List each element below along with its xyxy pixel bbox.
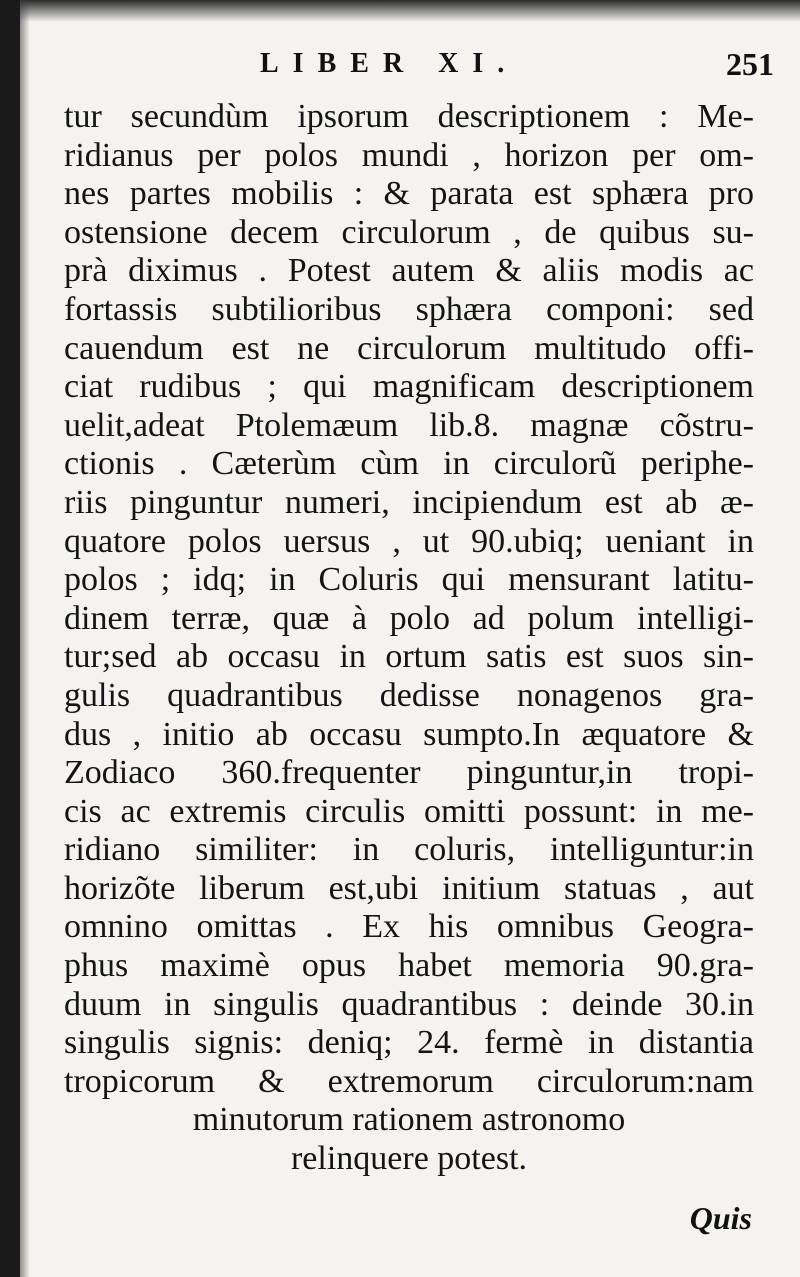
text-line: ctionis . Cæterùm cùm in circulorũ periphe- — [64, 445, 754, 483]
text-line: relinquere potest. — [290, 1140, 528, 1178]
catchword: Quis — [689, 1200, 752, 1236]
text-line: phus maximè opus habet memoria 90.gra- — [64, 947, 754, 985]
text-line: duum in singulis quadrantibus : deinde 30.in — [64, 985, 754, 1023]
text-line: tur;sed ab occasu in ortum satis est suos sin- — [64, 638, 754, 676]
text-line: gulis quadrantibus dedisse nonagenos gra- — [64, 676, 754, 714]
running-head: LIBER XI. — [260, 48, 519, 79]
text-line: ridianus per polos mundi , horizon per om- — [64, 136, 754, 174]
page-number: 251 — [726, 46, 774, 82]
text-line: riis pinguntur numeri, incipiendum est ab æ- — [64, 483, 754, 521]
page-top-shadow — [20, 0, 800, 22]
text-line: minutorum rationem astronomo — [192, 1101, 626, 1139]
text-line: horizõte liberum est,ubi initium statuas , aut — [64, 869, 754, 907]
text-line: polos ; idq; in Coluris qui mensurant latitu- — [64, 561, 754, 599]
page-gutter-shadow — [20, 0, 30, 1277]
text-line: tropicorum & extremorum circulorum:nam — [64, 1062, 754, 1100]
text-line: quatore polos uersus , ut 90.ubiq; ueniant in — [64, 522, 754, 560]
text-line: Zodiaco 360.frequenter pinguntur,in tropi- — [64, 754, 754, 792]
text-line: ridiano similiter: in coluris, intelliguntur:in — [64, 831, 754, 869]
text-line: fortassis subtilioribus sphæra componi: sed — [64, 290, 754, 328]
text-line: cauendum est ne circulorum multitudo offi- — [64, 329, 754, 367]
body-text — [64, 98, 754, 1179]
text-line: ostensione decem circulorum , de quibus su- — [64, 213, 754, 251]
text-line: cis ac extremis circulis omitti possunt: in me- — [64, 792, 754, 830]
text-line: ciat rudibus ; qui magnificam descriptionem — [64, 368, 754, 406]
text-line: dinem terræ, quæ à polo ad polum intelligi- — [64, 599, 754, 637]
text-line: tur secundùm ipsorum descriptionem : Me- — [64, 98, 754, 135]
text-line: omnino omittas . Ex his omnibus Geogra- — [64, 908, 754, 946]
text-line: uelit,adeat Ptolemæum lib.8. magnæ cõstru- — [64, 406, 754, 444]
text-line: prà diximus . Potest autem & aliis modis ac — [64, 252, 754, 290]
text-line: nes partes mobilis : & parata est sphæra pro — [64, 175, 754, 213]
book-page — [20, 0, 800, 1277]
text-line: dus , initio ab occasu sumpto.In æquatore & — [64, 715, 754, 753]
text-line: singulis signis: deniq; 24. fermè in distantia — [64, 1024, 754, 1062]
